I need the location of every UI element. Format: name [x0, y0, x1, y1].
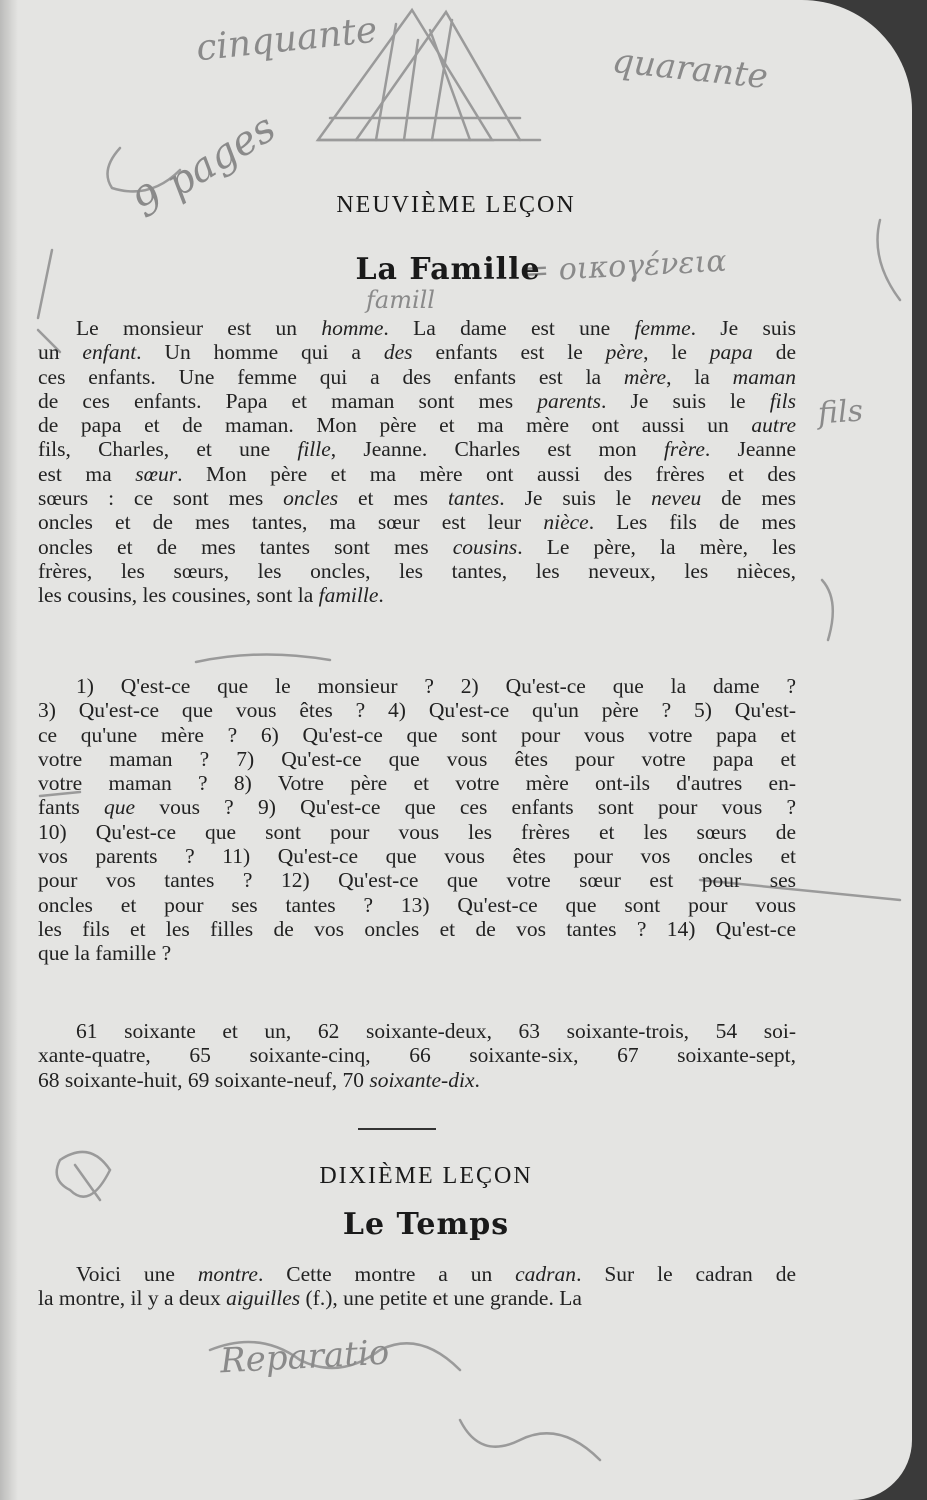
text-line: xante-quatre, 65 soixante-cinq, 66 soixante-six, 67 soixante-sept, — [38, 1043, 796, 1068]
lesson9-title: NEUVIÈME LEÇON — [336, 192, 576, 218]
lesson9-numbers — [38, 1019, 796, 1092]
text-line: les cousins, les cousines, sont la famille. — [38, 583, 384, 608]
text-line: Voici une montre. Cette montre a un cadran. Sur le cadran de — [76, 1262, 796, 1286]
italic-term: nièce — [543, 510, 589, 535]
lesson9-text — [38, 316, 796, 608]
text-line: votre maman ? 7) Qu'est-ce que vous êtes pour votre papa et — [38, 746, 796, 771]
text-line: vos parents ? 11) Qu'est-ce que vous êtes pour vos oncles et — [38, 844, 796, 869]
text-line: ces enfants. Une femme qui a des enfants est la mère, la maman — [38, 364, 796, 389]
italic-term: oncles — [283, 486, 339, 511]
text-line: la montre, il y a deux aiguilles (f.), une petite et une grande. La — [38, 1286, 582, 1311]
italic-term: homme — [321, 316, 384, 340]
handwriting-quarante: quarante — [610, 40, 770, 98]
italic-term: que — [104, 795, 136, 820]
text-line: Le monsieur est un homme. La dame est une femme. Je suis — [76, 316, 796, 340]
italic-term: père — [605, 340, 644, 365]
italic-term: frère — [663, 437, 705, 462]
text-line: fants que vous ? 9) Qu'est-ce que ces enfants sont pour vous ? — [38, 795, 796, 820]
italic-term: neveu — [651, 486, 702, 511]
handwriting-pages: 9 pages — [125, 104, 284, 228]
lesson10-title: DIXIÈME LEÇON — [319, 1163, 533, 1189]
lesson10-subtitle: Le Temps — [342, 1207, 510, 1242]
handwriting-cinquante: cinquante — [194, 9, 380, 70]
italic-term: montre — [197, 1262, 258, 1286]
text-line: 61 soixante et un, 62 soixante-deux, 63 soixante-trois, 54 soi- — [76, 1019, 796, 1043]
text-line: votre maman ? 8) Votre père et votre mère ont-ils d'autres en- — [38, 771, 796, 796]
text-line: sœurs : ce sont mes oncles et mes tantes. Je suis le neveu de mes — [38, 486, 796, 511]
handwriting-bottom: Reparatio — [219, 1332, 391, 1382]
text-line: que la famille ? — [38, 941, 172, 966]
handwriting-famille-note: famill — [366, 286, 435, 314]
italic-term: fille — [297, 437, 331, 462]
italic-term: aiguilles — [226, 1286, 301, 1311]
handwriting-greek: = οικογένεια — [523, 243, 728, 290]
italic-term: cadran — [515, 1262, 577, 1286]
text-line: oncles et de mes tantes sont mes cousins. Le père, la mère, les — [38, 534, 796, 559]
text-line: un enfant. Un homme qui a des enfants est le père, le papa de — [38, 340, 796, 365]
handwriting-fils-note: fils — [816, 393, 865, 432]
italic-term: sœur — [135, 461, 178, 486]
text-line: frères, les sœurs, les oncles, les tantes, les neveux, les nièces, — [38, 558, 796, 583]
italic-term: parents — [537, 388, 601, 413]
italic-term: papa — [709, 340, 753, 365]
text-line: de ces enfants. Papa et maman sont mes parents. Je suis le fils — [38, 388, 796, 413]
text-line: 1) Q'est-ce que le monsieur ? 2) Qu'est-ce que la dame ? — [76, 674, 796, 698]
lesson9-subtitle: La Famille — [355, 252, 541, 287]
text-line: 68 soixante-huit, 69 soixante-neuf, 70 soixante-dix. — [38, 1067, 480, 1092]
text-line: oncles et pour ses tantes ? 13) Qu'est-ce que sont pour vous — [38, 892, 796, 917]
italic-term: cousins — [452, 534, 518, 559]
section-divider — [358, 1128, 436, 1130]
text-line: les fils et les filles de vos oncles et de vos tantes ? 14) Qu'est-ce — [38, 916, 796, 941]
italic-term: mère — [623, 364, 667, 389]
text-line: ce qu'une mère ? 6) Qu'est-ce que sont pour vous votre papa et — [38, 722, 796, 747]
lesson9-questions — [38, 674, 796, 966]
italic-term: soixante-dix — [369, 1067, 475, 1092]
italic-term: des — [383, 340, 413, 365]
italic-term: fils — [769, 388, 796, 413]
italic-term: femme — [634, 316, 691, 340]
text-line: 10) Qu'est-ce que sont pour vous les frères et les sœurs de — [38, 819, 796, 844]
italic-term: autre — [751, 413, 796, 438]
text-line: est ma sœur. Mon père et ma mère ont aussi des frères et des — [38, 461, 796, 486]
text-line: pour vos tantes ? 12) Qu'est-ce que votre sœur est pour ses — [38, 868, 796, 893]
text-line: de papa et de maman. Mon père et ma mère ont aussi un autre — [38, 413, 796, 438]
lesson10-text — [38, 1262, 796, 1311]
italic-term: tantes — [447, 486, 500, 511]
text-line: fils, Charles, et une fille, Jeanne. Charles est mon frère. Jeanne — [38, 437, 796, 462]
italic-term: enfant — [82, 340, 137, 365]
text-line: oncles et de mes tantes, ma sœur est leur nièce. Les fils de mes — [38, 510, 796, 535]
text-line: 3) Qu'est-ce que vous êtes ? 4) Qu'est-ce qu'un père ? 5) Qu'est- — [38, 698, 796, 723]
italic-term: famille — [318, 583, 379, 608]
italic-term: maman — [732, 364, 796, 389]
